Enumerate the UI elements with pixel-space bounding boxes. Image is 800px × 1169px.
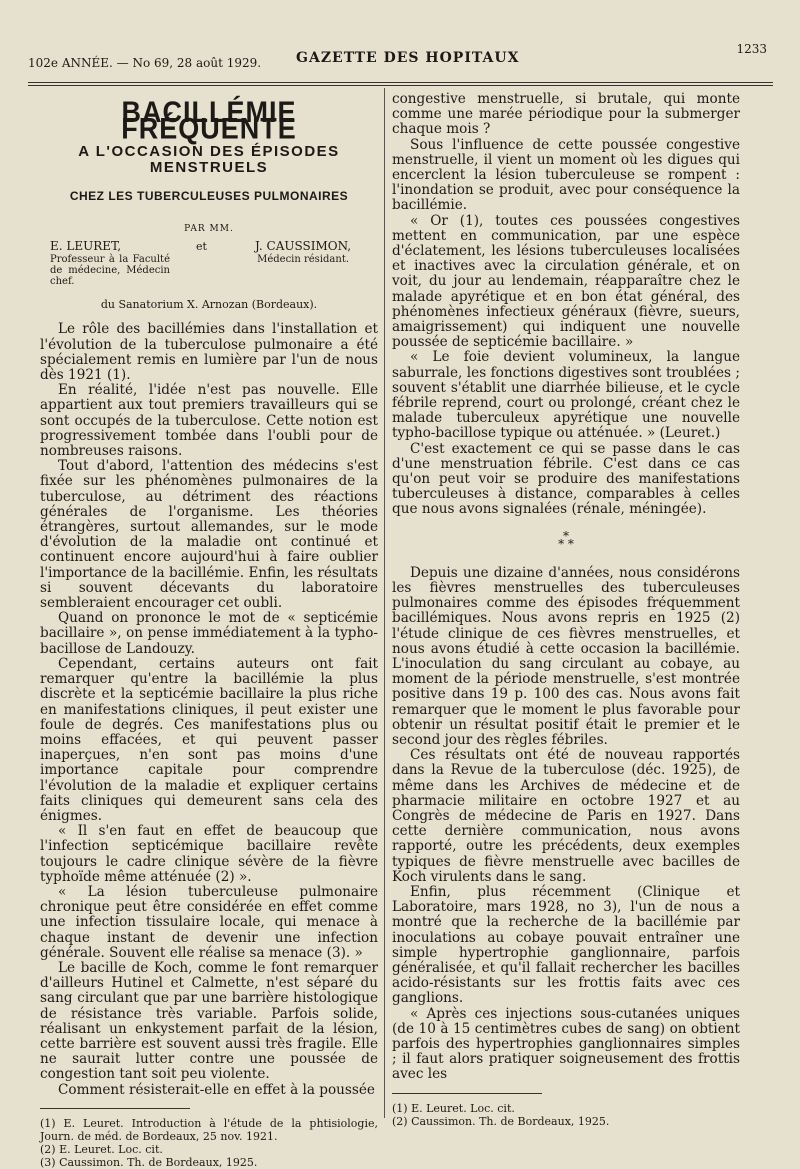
header-rule bbox=[28, 82, 773, 83]
par-mm: PAR MM. bbox=[184, 224, 234, 235]
paragraph: Sous l'influence de cette poussée congestive menstruelle, il vient un moment où les digues qui encerclent la lésion tuberculeuse se rompent : l'inondation se produit, avec pour conséquence la bacillémie. bbox=[392, 136, 740, 214]
paragraph: Quand on prononce le mot de « septicémie bacillaire », on pense immédiatement à la typho-bacillose de Landouzy. bbox=[40, 610, 378, 657]
right-column bbox=[392, 92, 740, 1128]
paragraph: « Il s'en faut en effet de beaucoup que l'infection septicémique bacillaire revête toujours le cadre clinique sévère de la fièvre typhoïde même atténuée (2) ». bbox=[40, 823, 378, 885]
paragraph: Comment résisterait-elle en effet à la poussée bbox=[58, 1081, 375, 1098]
journal-name: GAZETTE DES HOPITAUX bbox=[296, 50, 520, 66]
author-1-name: E. LEURET, bbox=[50, 239, 122, 254]
column-divider bbox=[384, 88, 385, 1118]
footnote: (1) E. Leuret. Loc. cit. bbox=[392, 1101, 515, 1115]
author-conjunction: et bbox=[196, 240, 207, 254]
article-title: BACILLÉMIE FRÉQUENTE bbox=[121, 95, 297, 146]
footnote: (1) E. Leuret. Introduction à l'étude de la phtisiologie, Journ. de méd. de Bordeaux, 25 nov. 1921. bbox=[40, 1116, 378, 1143]
authors-block bbox=[40, 239, 378, 299]
footnote: (3) Caussimon. Th. de Bordeaux, 1925. bbox=[40, 1155, 258, 1169]
header-rule-2 bbox=[28, 85, 773, 86]
footnote-rule bbox=[392, 1093, 542, 1094]
paragraph: Le rôle des bacillémies dans l'installation et l'évolution de la tuberculose pulmonaire a été spécialement remis en lumière par l'un de nous dès 1921 (1). bbox=[40, 321, 378, 384]
paragraph: congestive menstruelle, si brutale, qui monte comme une marée périodique pour la submerger chaque mois ? bbox=[392, 91, 740, 138]
section-break-asterism: * * * bbox=[558, 528, 574, 551]
footnote: (2) Caussimon. Th. de Bordeaux, 1925. bbox=[392, 1114, 610, 1128]
issue-line: 102e ANNÉE. — No 69, 28 août 1929. bbox=[28, 56, 262, 70]
paragraph: Cependant, certains auteurs ont fait remarquer qu'entre la bacillémie la plus discrète et la septicémie bacillaire la plus riche en manifestations cliniques, il peut exister une foule de degrés. Ces manifestations plus ou moins effacées, et qui peuvent passer inaperçues, n'en sont pas moins d'une importance capitale pour comprendre l'évolution de la maladie et expliquer certains faits cliniques qui demeurent sans cela des énigmes. bbox=[40, 655, 378, 824]
author-2-title: Médecin résidant. bbox=[257, 254, 350, 266]
paragraph: En réalité, l'idée n'est pas nouvelle. Elle appartient aux tout premiers travailleurs qui se sont occupés de la tuberculose. Cette notion est progressivement tombée dans l'oubli pour de nombreuses raisons. bbox=[40, 382, 378, 460]
left-column bbox=[40, 92, 378, 1169]
paragraph: Tout d'abord, l'attention des médecins s'est fixée sur les phénomènes pulmonaires de la tuberculose, au détriment des réactions générales de l'organisme. Les théories étrangères, surtout allemandes, sur le mode d'évolution de la maladie ont continué et continuent encore aujourd'hui à faire oublier l'importance de la bacillémie. Enfin, les résultats si souvent décevants du laboratoire sembleraient encourager cet oubli. bbox=[40, 458, 378, 612]
paragraph: « La lésion tuberculeuse pulmonaire chronique peut être considérée en effet comme une infection tissulaire locale, qui menace à chaque instant de devenir une infection générale. Souvent elle réalise sa menace (3). » bbox=[40, 883, 378, 961]
article-subtitle: A L'OCCASION DES ÉPISODES MENSTRUELS bbox=[78, 143, 340, 176]
paragraph: Depuis une dizaine d'années, nous considérons les fièvres menstruelles des tuberculeuses pulmonaires comme des épisodes fréquemment bacillémiques. Nous avons repris en 1925 (2) l'étude clinique de ces fièvres menstruelles, et nous avons étudié à cette occasion la bacillémie. L'inoculation du sang circulant au cobaye, au moment de la période menstruelle, s'est montrée positive dans 19 p. 100 des cas. Nous avons fait remarquer que le moment le plus favorable pour obtenir un résultat positif était le premier et le second jour des règles fébriles. bbox=[392, 564, 740, 748]
footnote-rule bbox=[40, 1108, 190, 1109]
page-number: 1233 bbox=[736, 42, 767, 56]
paragraph: Le bacille de Koch, comme le font remarquer d'ailleurs Hutinel et Calmette, n'est séparé du sang circulant que par une barrière histologique de résistance très variable. Parfois solide, réalisant un enkystement parfait de la lésion, cette barrière est souvent aussi très fragile. Elle ne saurait lutter contre une poussée de congestion tant soit peu violente. bbox=[40, 959, 378, 1083]
paragraph: « Après ces injections sous-cutanées uniques (de 10 à 15 centimètres cubes de sang) on obtient parfois des hypertrophies ganglionnaires simples ; il faut alors pratiquer soigneusement des frottis avec les bbox=[392, 1005, 740, 1083]
author-2-name: J. CAUSSIMON, bbox=[255, 239, 352, 254]
page-header bbox=[28, 40, 773, 70]
paragraph: Enfin, plus récemment (Clinique et Laboratoire, mars 1928, no 3), l'un de nous a montré que la recherche de la bacillémie par inoculations au cobaye pouvait entraîner une simple hypertrophie ganglionnaire, parfois généralisée, et qu'il fallait rechercher les bacilles acido-résistants sur les frottis faits avec ces ganglions. bbox=[392, 883, 740, 1007]
sanatorium-line: du Sanatorium X. Arnozan (Bordeaux). bbox=[100, 298, 318, 312]
paragraph: C'est exactement ce qui se passe dans le cas d'une menstruation fébrile. C'est dans ce cas qu'on peut voir se produire des manifestations tuberculeuses à distance, comparables à celles que nous avons signalées (rénale, méningée). bbox=[392, 440, 740, 518]
paragraph: « Le foie devient volumineux, la langue saburrale, les fonctions digestives sont troublées ; souvent s'établit une diarrhée bilieuse, et le cycle fébrile reprend, court ou prolongé, créant chez le malade tuberculeux apyrétique une nouvelle typho-bacillose typique ou atténuée. » (Leuret.) bbox=[392, 349, 740, 442]
author-1 bbox=[50, 239, 170, 287]
author-1-title: Professeur à la Faculté de médecine, Médecin chef. bbox=[50, 254, 170, 288]
paragraph: « Or (1), toutes ces poussées congestives mettent en communication, par une espèce d'éclatement, les lésions tuberculeuses localisées et inactives avec la circulation générale, et on voit, du jour au lendemain, réapparaître chez le malade apyrétique et en bon état général, des phénomènes infectieux généraux (fièvre, sueurs, amaigrissement) qui indiquent une nouvelle poussée de septicémie bacillaire. » bbox=[392, 212, 740, 351]
author-2 bbox=[255, 239, 351, 265]
article-subtitle-2: CHEZ LES TUBERCULEUSES PULMONAIRES bbox=[69, 188, 349, 203]
footnote: (2) E. Leuret. Loc. cit. bbox=[40, 1142, 163, 1156]
paragraph: Ces résultats ont été de nouveau rapportés dans la Revue de la tuberculose (déc. 1925), de même dans les Archives de médecine et de pharmacie militaire en octobre 1927 et au Congrès de médecine de Paris en 1927. Dans cette dernière communication, nous avons rapporté, outre les précédents, deux exemples typiques de fièvre menstruelle avec bacilles de Koch virulents dans le sang. bbox=[392, 747, 740, 885]
